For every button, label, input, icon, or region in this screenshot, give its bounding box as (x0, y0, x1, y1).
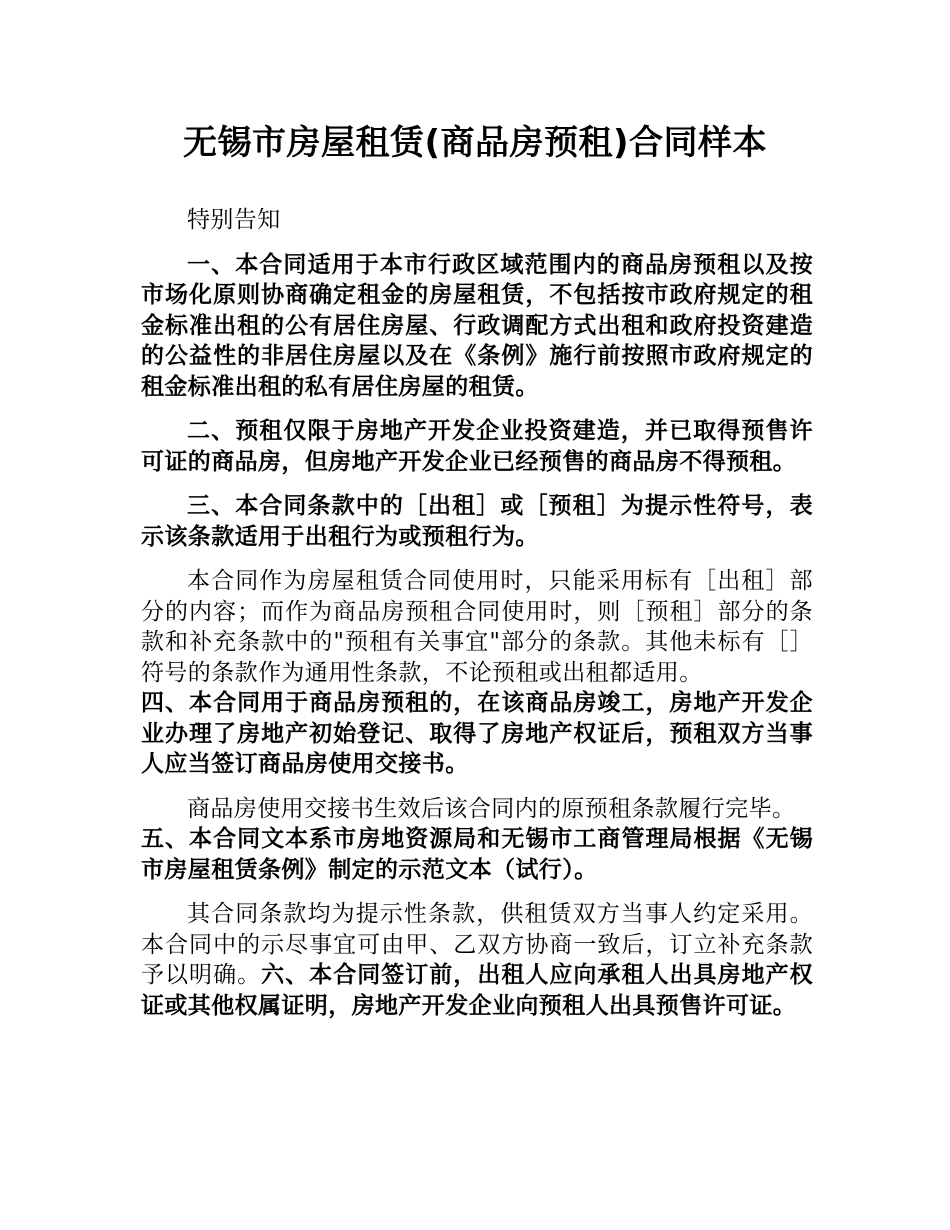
document-title: 无锡市房屋租赁(商品房预租)合同样本 (182, 123, 768, 163)
clause-5-explanation (141, 899, 813, 1021)
clause-4-explanation: 商品房使用交接书生效后该合同内的原预租条款履行完毕。 (187, 795, 796, 822)
notice-heading: 特别告知 (187, 207, 281, 233)
clause-2: 二、预租仅限于房地产开发企业投资建造，并已取得预售许可证的商品房，但房地产开发企业已经预售的商品房不得预租。 (141, 418, 813, 475)
clause-6: 六、本合同签订前，出租人应向承租人出具房地产权证或其他权属证明，房地产开发企业向预租人出具预售许可证。 (141, 962, 814, 1019)
document-body (141, 205, 813, 1021)
clause-3: 三、本合同条款中的［出租］或［预租］为提示性符号，表示该条款适用于出租行为或预租行为。 (141, 493, 813, 550)
clause-5-explanation-text: 其合同条款均为提示性条款，供租赁双方当事人约定采用。本合同中的示尽事宜可由甲、乙双方协商一致后，订立补充条款予以明确。 (141, 901, 813, 988)
clause-3-explanation: 本合同作为房屋租赁合同使用时，只能采用标有［出租］部分的内容；而作为商品房预租合同使用时，则［预租］部分的条款和补充条款中的"预租有关事宜"部分的条款。其他未标有［］符号的条款作为通用性条款，不论预租或出租都适用。 (141, 568, 813, 686)
clause-4: 四、本合同用于商品房预租的，在该商品房竣工，房地产开发企业办理了房地产初始登记、取得了房地产权证后，预租双方当事人应当签订商品房使用交接书。 (141, 690, 813, 777)
clause-5: 五、本合同文本系市房地资源局和无锡市工商管理局根据《无锡市房屋租赁条例》制定的示范文本（试行）。 (141, 826, 813, 883)
clause-1: 一、本合同适用于本市行政区域范围内的商品房预租以及按市场化原则协商确定租金的房屋租赁，不包括按市政府规定的租金标准出租的公有居住房屋、行政调配方式出租和政府投资建造的公益性的非居住房屋以及在《条例》施行前按照市政府规定的租金标准出租的私有居住房屋的租赁。 (141, 251, 813, 400)
